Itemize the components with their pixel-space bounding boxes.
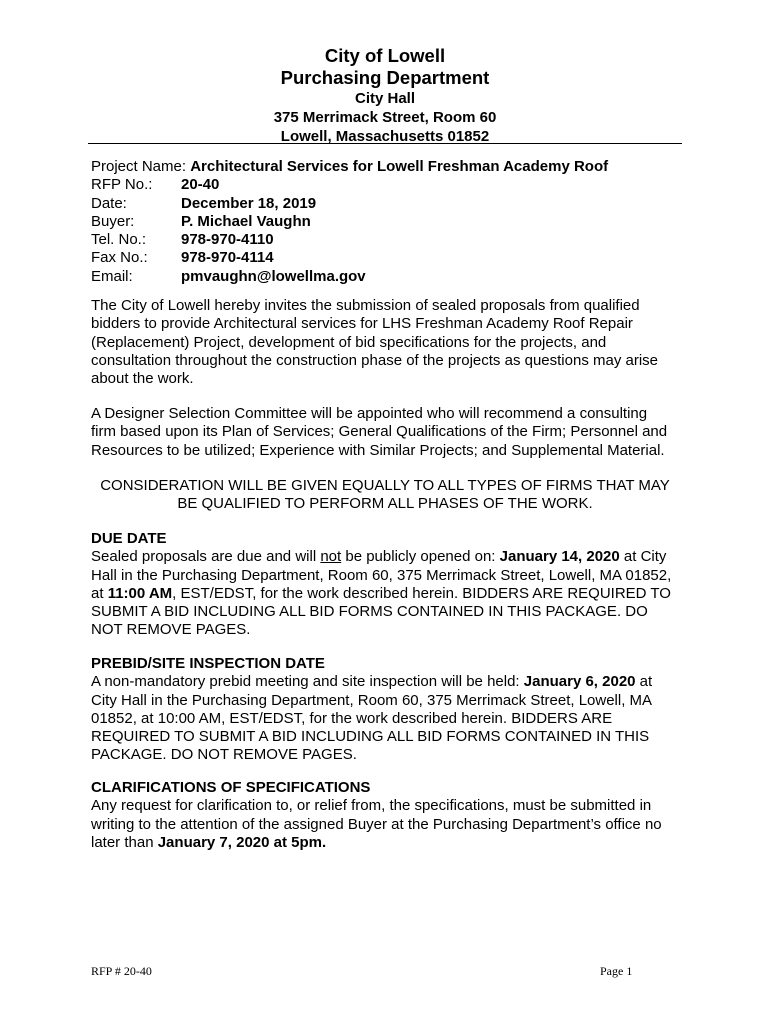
info-row-date — [91, 195, 608, 213]
project-name-row — [91, 158, 608, 176]
info-value: December 18, 2019 — [181, 194, 317, 212]
due-time-value: 11:00 AM — [107, 584, 173, 602]
footer-page-number: Page 1 — [600, 964, 633, 978]
clarifications-text: later than — [91, 833, 158, 851]
committee-line: firm based upon its Plan of Services; General Qualifications of the Firm; Personnel and — [91, 423, 668, 441]
header-citystate: Lowell, Massachusetts 01852 — [280, 128, 490, 145]
clarifications-line: Any request for clarification to, or relief from, the specifications, must be submitted in — [91, 797, 652, 815]
header-rule — [88, 143, 682, 144]
info-row-email — [91, 268, 608, 286]
prebid-section — [91, 655, 691, 765]
due-text: be publicly opened on: — [341, 548, 500, 566]
due-line: NOT REMOVE PAGES. — [91, 621, 251, 639]
header-street: 375 Merrimack Street, Room 60 — [273, 109, 497, 126]
due-text: , EST/EDST, for the work described herein. BIDDERS ARE REQUIRED TO — [172, 584, 671, 602]
due-text: at — [91, 584, 108, 602]
info-row-fax — [91, 249, 608, 267]
intro-line: about the work. — [91, 370, 194, 388]
prebid-text: A non-mandatory prebid meeting and site inspection will be held: — [91, 673, 524, 691]
info-value: 978-970-4110 — [181, 231, 274, 249]
due-text: Sealed proposals are due and will — [91, 548, 321, 566]
prebid-text: at — [635, 673, 653, 691]
info-label: Email: — [91, 267, 133, 285]
intro-line: consultation throughout the construction phase of the projects as questions may arise — [91, 351, 659, 369]
info-label: Buyer: — [91, 212, 135, 230]
committee-line: Resources to be utilized; Experience with Similar Projects; and Supplemental Material. — [91, 441, 665, 459]
due-line — [91, 548, 691, 566]
prebid-line — [91, 673, 691, 691]
info-value: P. Michael Vaughn — [181, 212, 311, 230]
committee-line: A Designer Selection Committee will be appointed who will recommend a consulting — [91, 405, 648, 422]
due-not-underlined: not — [320, 548, 342, 566]
due-line: SUBMIT A BID INCLUDING ALL BID FORMS CONTAINED IN THIS PACKAGE. DO — [91, 603, 648, 621]
info-label: Date: — [91, 194, 127, 212]
info-value: 20-40 — [181, 176, 220, 194]
consideration-line: CONSIDERATION WILL BE GIVEN EQUALLY TO ALL TYPES OF FIRMS THAT MAY — [100, 477, 670, 494]
due-line: Hall in the Purchasing Department, Room 60, 375 Merrimack Street, Lowell, MA 01852, — [91, 566, 672, 584]
prebid-line: PACKAGE. DO NOT REMOVE PAGES. — [91, 746, 357, 764]
info-row-buyer — [91, 213, 608, 231]
info-value: 978-970-4114 — [181, 249, 274, 267]
info-label: Fax No.: — [91, 249, 148, 267]
due-date-value: January 14, 2020 — [499, 548, 620, 566]
consideration-line: BE QUALIFIED TO PERFORM ALL PHASES OF THE WORK. — [177, 495, 593, 513]
clarifications-deadline: January 7, 2020 at 5pm. — [157, 833, 327, 851]
project-name-label: Project Name: — [91, 158, 191, 175]
intro-paragraph — [91, 297, 691, 388]
clarifications-line: writing to the attention of the assigned Buyer at the Purchasing Department’s office no — [91, 815, 662, 833]
prebid-line: REQUIRED TO SUBMIT A BID INCLUDING ALL BID FORMS CONTAINED IN THIS — [91, 728, 650, 746]
info-label: RFP No.: — [91, 176, 153, 194]
intro-line: bidders to provide Architectural services for LHS Freshman Academy Roof Repair — [91, 315, 633, 333]
header-department: Purchasing Department — [280, 67, 490, 88]
clarifications-line — [91, 834, 691, 852]
prebid-line: City Hall in the Purchasing Department, Room 60, 375 Merrimack Street, Lowell, MA — [91, 691, 653, 709]
project-info — [91, 158, 608, 286]
clarifications-section — [91, 779, 691, 852]
due-text: at City — [619, 548, 667, 566]
project-name-value: Architectural Services for Lowell Freshman Academy Roof — [190, 158, 609, 175]
header-city: City of Lowell — [324, 45, 446, 66]
info-row-tel — [91, 231, 608, 249]
due-line — [91, 585, 691, 603]
committee-paragraph — [91, 405, 691, 460]
consideration-paragraph — [85, 477, 685, 514]
header-building: City Hall — [354, 90, 415, 107]
info-row-rfp — [91, 176, 608, 194]
footer-rfp-number: RFP # 20-40 — [91, 964, 152, 978]
info-label: Tel. No.: — [91, 231, 147, 249]
document-header — [90, 45, 680, 146]
intro-line: The City of Lowell hereby invites the submission of sealed proposals from qualified — [91, 297, 640, 314]
clarifications-heading: CLARIFICATIONS OF SPECIFICATIONS — [91, 779, 371, 796]
prebid-line: 01852, at 10:00 AM, EST/EDST, for the work described herein. BIDDERS ARE — [91, 709, 613, 727]
email-link[interactable]: pmvaughn@lowellma.gov — [181, 267, 366, 285]
due-date-section — [91, 530, 691, 640]
prebid-heading: PREBID/SITE INSPECTION DATE — [91, 655, 325, 672]
intro-line: (Replacement) Project, development of bid specifications for the projects, and — [91, 333, 607, 351]
due-date-heading: DUE DATE — [91, 530, 167, 547]
prebid-date-value: January 6, 2020 — [523, 673, 636, 691]
